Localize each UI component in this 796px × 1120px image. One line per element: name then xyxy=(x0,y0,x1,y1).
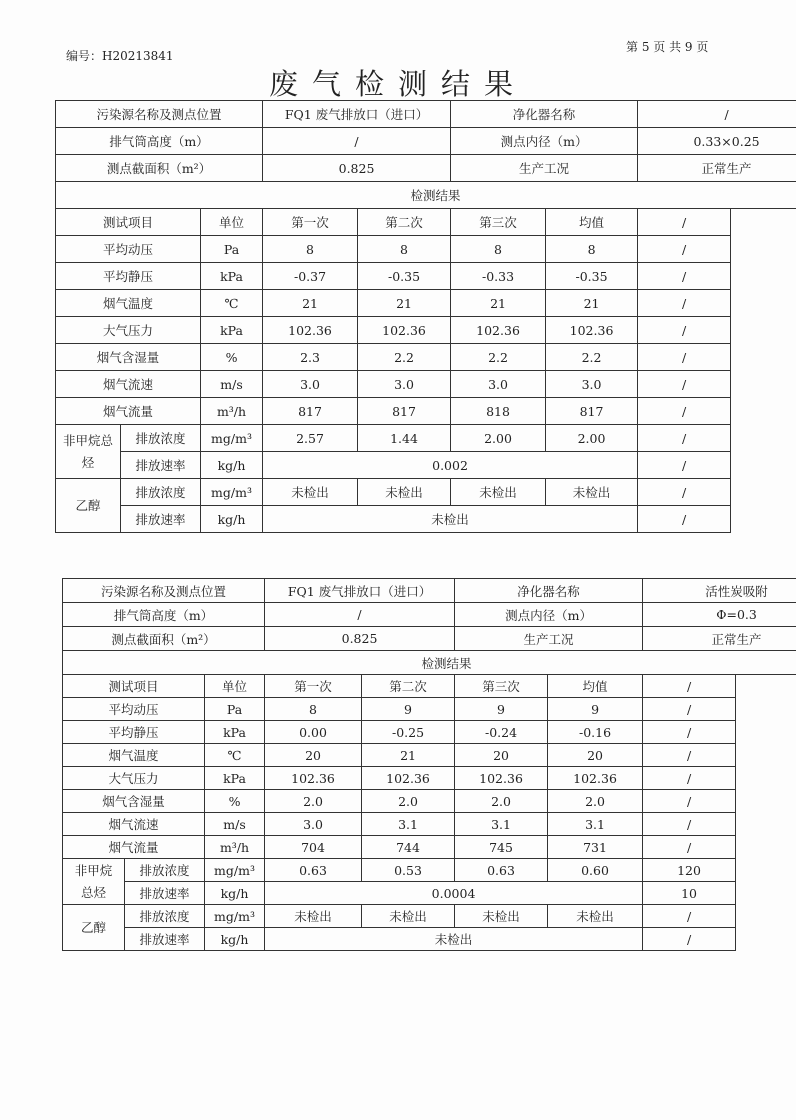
pollutant-name: 非甲烷总烃 xyxy=(63,859,125,905)
cell-value: 3.0 xyxy=(358,371,451,398)
table-row xyxy=(56,263,796,290)
cell-value: 未检出 xyxy=(455,905,548,928)
cell-value: 2.0 xyxy=(362,790,455,813)
item-name: 烟气流速 xyxy=(63,813,205,836)
info-row xyxy=(56,155,796,182)
cell-value: 9 xyxy=(548,698,643,721)
table-header-row xyxy=(63,675,796,698)
item-name: 排放浓度 xyxy=(125,905,205,928)
cell-value: 0.002 xyxy=(263,452,638,479)
table-row xyxy=(63,836,796,859)
info-value: 正常生产 xyxy=(643,627,796,651)
cell-value: 2.00 xyxy=(451,425,546,452)
cell-value: / xyxy=(638,317,731,344)
cell-value: / xyxy=(638,506,731,533)
info-row xyxy=(56,101,796,128)
cell-value: 21 xyxy=(263,290,358,317)
table-row xyxy=(63,813,796,836)
cell-value: -0.24 xyxy=(455,721,548,744)
cell-value: 21 xyxy=(546,290,638,317)
info-label: 净化器名称 xyxy=(451,101,638,128)
column-header: 第一次 xyxy=(263,209,358,236)
info-value: FQ1 废气排放口（进口） xyxy=(265,579,455,603)
info-label: 污染源名称及测点位置 xyxy=(56,101,263,128)
info-label: 测点内径（m） xyxy=(455,603,643,627)
cell-value: 未检出 xyxy=(548,905,643,928)
cell-value: -0.25 xyxy=(362,721,455,744)
info-label: 排气筒高度（m） xyxy=(56,128,263,155)
table-row xyxy=(56,317,796,344)
info-label: 测点内径（m） xyxy=(451,128,638,155)
cell-value: kPa xyxy=(201,317,263,344)
cell-value: 744 xyxy=(362,836,455,859)
cell-value: 8 xyxy=(546,236,638,263)
table-row xyxy=(63,905,796,928)
cell-value: % xyxy=(205,790,265,813)
item-name: 烟气流速 xyxy=(56,371,201,398)
item-name: 排放速率 xyxy=(125,882,205,905)
info-label: 净化器名称 xyxy=(455,579,643,603)
cell-value: mg/m³ xyxy=(201,425,263,452)
cell-value: 3.0 xyxy=(546,371,638,398)
cell-value: 731 xyxy=(548,836,643,859)
column-header: 测试项目 xyxy=(63,675,205,698)
cell-value: kPa xyxy=(205,721,265,744)
cell-value: 21 xyxy=(451,290,546,317)
cell-value: -0.35 xyxy=(358,263,451,290)
info-row xyxy=(63,579,796,603)
cell-value: m³/h xyxy=(205,836,265,859)
cell-value: 9 xyxy=(455,698,548,721)
cell-value: / xyxy=(638,371,731,398)
cell-value: 818 xyxy=(451,398,546,425)
cell-value: kg/h xyxy=(205,928,265,951)
page-title: 废气检测结果 xyxy=(268,67,527,101)
cell-value: 未检出 xyxy=(362,905,455,928)
item-name: 平均动压 xyxy=(56,236,201,263)
section-heading: 检测结果 xyxy=(56,182,796,209)
info-value: FQ1 废气排放口（进口） xyxy=(263,101,451,128)
cell-value: / xyxy=(643,813,736,836)
cell-value: 2.0 xyxy=(265,790,362,813)
cell-value: 8 xyxy=(358,236,451,263)
cell-value: 3.1 xyxy=(548,813,643,836)
cell-value: 2.2 xyxy=(546,344,638,371)
table-row xyxy=(56,236,796,263)
column-header: 第二次 xyxy=(362,675,455,698)
pollutant-name: 非甲烷总烃 xyxy=(56,425,121,479)
cell-value: 未检出 xyxy=(263,479,358,506)
pollutant-name: 乙醇 xyxy=(56,479,121,533)
info-value: 0.825 xyxy=(263,155,451,182)
cell-value: m/s xyxy=(201,371,263,398)
column-header: 第三次 xyxy=(451,209,546,236)
cell-value: 0.63 xyxy=(455,859,548,882)
table-row xyxy=(56,398,796,425)
info-label: 污染源名称及测点位置 xyxy=(63,579,265,603)
cell-value: 未检出 xyxy=(451,479,546,506)
cell-value: mg/m³ xyxy=(205,859,265,882)
cell-value: 120 xyxy=(643,859,736,882)
cell-value: 8 xyxy=(263,236,358,263)
cell-value: 2.0 xyxy=(455,790,548,813)
table-row xyxy=(63,928,796,951)
cell-value: 2.3 xyxy=(263,344,358,371)
cell-value: 3.1 xyxy=(362,813,455,836)
cell-value: kg/h xyxy=(201,506,263,533)
cell-value: 817 xyxy=(546,398,638,425)
info-label: 排气筒高度（m） xyxy=(63,603,265,627)
cell-value: 3.0 xyxy=(265,813,362,836)
cell-value: 20 xyxy=(455,744,548,767)
cell-value: 2.57 xyxy=(263,425,358,452)
item-name: 排放速率 xyxy=(121,452,201,479)
cell-value: ℃ xyxy=(205,744,265,767)
cell-value: 20 xyxy=(265,744,362,767)
cell-value: 3.1 xyxy=(455,813,548,836)
cell-value: kPa xyxy=(205,767,265,790)
table-row xyxy=(63,790,796,813)
cell-value: % xyxy=(201,344,263,371)
info-row xyxy=(63,627,796,651)
exhaust-results-table-inlet xyxy=(55,100,796,533)
item-name: 排放浓度 xyxy=(121,479,201,506)
document-number: 编号：H20213841 xyxy=(66,49,174,63)
cell-value: -0.33 xyxy=(451,263,546,290)
table-row xyxy=(56,425,796,452)
item-name: 烟气温度 xyxy=(63,744,205,767)
column-header: / xyxy=(638,209,731,236)
cell-value: 0.00 xyxy=(265,721,362,744)
cell-value: / xyxy=(638,398,731,425)
cell-value: / xyxy=(643,836,736,859)
cell-value: 2.2 xyxy=(358,344,451,371)
cell-value: 2.0 xyxy=(548,790,643,813)
cell-value: 102.36 xyxy=(362,767,455,790)
column-header: 第一次 xyxy=(265,675,362,698)
cell-value: / xyxy=(638,263,731,290)
cell-value: 102.36 xyxy=(455,767,548,790)
cell-value: 817 xyxy=(358,398,451,425)
table-row xyxy=(56,344,796,371)
column-header: 第二次 xyxy=(358,209,451,236)
info-label: 生产工况 xyxy=(451,155,638,182)
table-row xyxy=(56,290,796,317)
table-header-row xyxy=(56,209,796,236)
cell-value: m³/h xyxy=(201,398,263,425)
item-name: 烟气流量 xyxy=(56,398,201,425)
cell-value: 0.0004 xyxy=(265,882,643,905)
cell-value: 8 xyxy=(265,698,362,721)
cell-value: 未检出 xyxy=(358,479,451,506)
section-heading: 检测结果 xyxy=(63,651,796,675)
cell-value: ℃ xyxy=(201,290,263,317)
info-row xyxy=(56,128,796,155)
cell-value: kg/h xyxy=(201,452,263,479)
cell-value: Pa xyxy=(201,236,263,263)
column-header: 均值 xyxy=(548,675,643,698)
cell-value: / xyxy=(643,928,736,951)
item-name: 烟气含湿量 xyxy=(63,790,205,813)
cell-value: 3.0 xyxy=(263,371,358,398)
cell-value: 745 xyxy=(455,836,548,859)
item-name: 排放速率 xyxy=(121,506,201,533)
cell-value: / xyxy=(638,479,731,506)
cell-value: kg/h xyxy=(205,882,265,905)
info-label: 生产工况 xyxy=(455,627,643,651)
cell-value: m/s xyxy=(205,813,265,836)
cell-value: 102.36 xyxy=(358,317,451,344)
item-name: 大气压力 xyxy=(63,767,205,790)
table-row xyxy=(63,744,796,767)
cell-value: 3.0 xyxy=(451,371,546,398)
column-header: / xyxy=(643,675,736,698)
item-name: 平均静压 xyxy=(63,721,205,744)
cell-value: 0.53 xyxy=(362,859,455,882)
table-row xyxy=(56,506,796,533)
item-name: 烟气含湿量 xyxy=(56,344,201,371)
info-row xyxy=(63,603,796,627)
cell-value: 未检出 xyxy=(546,479,638,506)
cell-value: 9 xyxy=(362,698,455,721)
cell-value: 102.36 xyxy=(548,767,643,790)
cell-value: -0.37 xyxy=(263,263,358,290)
item-name: 排放浓度 xyxy=(121,425,201,452)
column-header: 第三次 xyxy=(455,675,548,698)
cell-value: / xyxy=(643,767,736,790)
cell-value: 817 xyxy=(263,398,358,425)
cell-value: 8 xyxy=(451,236,546,263)
cell-value: 102.36 xyxy=(451,317,546,344)
cell-value: 21 xyxy=(358,290,451,317)
column-header: 均值 xyxy=(546,209,638,236)
item-name: 烟气温度 xyxy=(56,290,201,317)
table-row xyxy=(63,698,796,721)
info-value: / xyxy=(265,603,455,627)
table-row xyxy=(63,882,796,905)
cell-value: / xyxy=(643,721,736,744)
pollutant-name: 乙醇 xyxy=(63,905,125,951)
table-row xyxy=(56,452,796,479)
cell-value: / xyxy=(638,236,731,263)
cell-value: 102.36 xyxy=(546,317,638,344)
cell-value: -0.16 xyxy=(548,721,643,744)
table-row xyxy=(63,767,796,790)
cell-value: Pa xyxy=(205,698,265,721)
cell-value: 未检出 xyxy=(265,905,362,928)
page-indicator: 第 5 页 共 9 页 xyxy=(626,40,709,54)
cell-value: 10 xyxy=(643,882,736,905)
info-value: 活性炭吸附 xyxy=(643,579,796,603)
item-name: 平均静压 xyxy=(56,263,201,290)
info-label: 测点截面积（m²） xyxy=(56,155,263,182)
cell-value: 1.44 xyxy=(358,425,451,452)
cell-value: 未检出 xyxy=(265,928,643,951)
exhaust-results-table-treated xyxy=(62,578,796,951)
cell-value: / xyxy=(643,744,736,767)
cell-value: 704 xyxy=(265,836,362,859)
info-value: Φ=0.3 xyxy=(643,603,796,627)
cell-value: kPa xyxy=(201,263,263,290)
cell-value: / xyxy=(643,905,736,928)
cell-value: 未检出 xyxy=(263,506,638,533)
cell-value: 0.63 xyxy=(265,859,362,882)
item-name: 排放速率 xyxy=(125,928,205,951)
cell-value: mg/m³ xyxy=(205,905,265,928)
column-header: 单位 xyxy=(201,209,263,236)
item-name: 烟气流量 xyxy=(63,836,205,859)
cell-value: / xyxy=(643,698,736,721)
table-row xyxy=(63,721,796,744)
cell-value: 2.2 xyxy=(451,344,546,371)
cell-value: mg/m³ xyxy=(201,479,263,506)
info-value: 正常生产 xyxy=(638,155,796,182)
table-row xyxy=(56,371,796,398)
cell-value: / xyxy=(638,452,731,479)
cell-value: / xyxy=(638,344,731,371)
cell-value: 21 xyxy=(362,744,455,767)
column-header: 测试项目 xyxy=(56,209,201,236)
table-row xyxy=(63,859,796,882)
info-label: 测点截面积（m²） xyxy=(63,627,265,651)
cell-value: 2.00 xyxy=(546,425,638,452)
info-value: 0.825 xyxy=(265,627,455,651)
item-name: 大气压力 xyxy=(56,317,201,344)
cell-value: / xyxy=(643,790,736,813)
cell-value: 102.36 xyxy=(263,317,358,344)
table-row xyxy=(56,479,796,506)
item-name: 平均动压 xyxy=(63,698,205,721)
info-value: / xyxy=(263,128,451,155)
cell-value: 102.36 xyxy=(265,767,362,790)
info-value: 0.33×0.25 xyxy=(638,128,796,155)
cell-value: 0.60 xyxy=(548,859,643,882)
column-header: 单位 xyxy=(205,675,265,698)
cell-value: / xyxy=(638,425,731,452)
item-name: 排放浓度 xyxy=(125,859,205,882)
cell-value: -0.35 xyxy=(546,263,638,290)
cell-value: / xyxy=(638,290,731,317)
info-value: / xyxy=(638,101,796,128)
cell-value: 20 xyxy=(548,744,643,767)
